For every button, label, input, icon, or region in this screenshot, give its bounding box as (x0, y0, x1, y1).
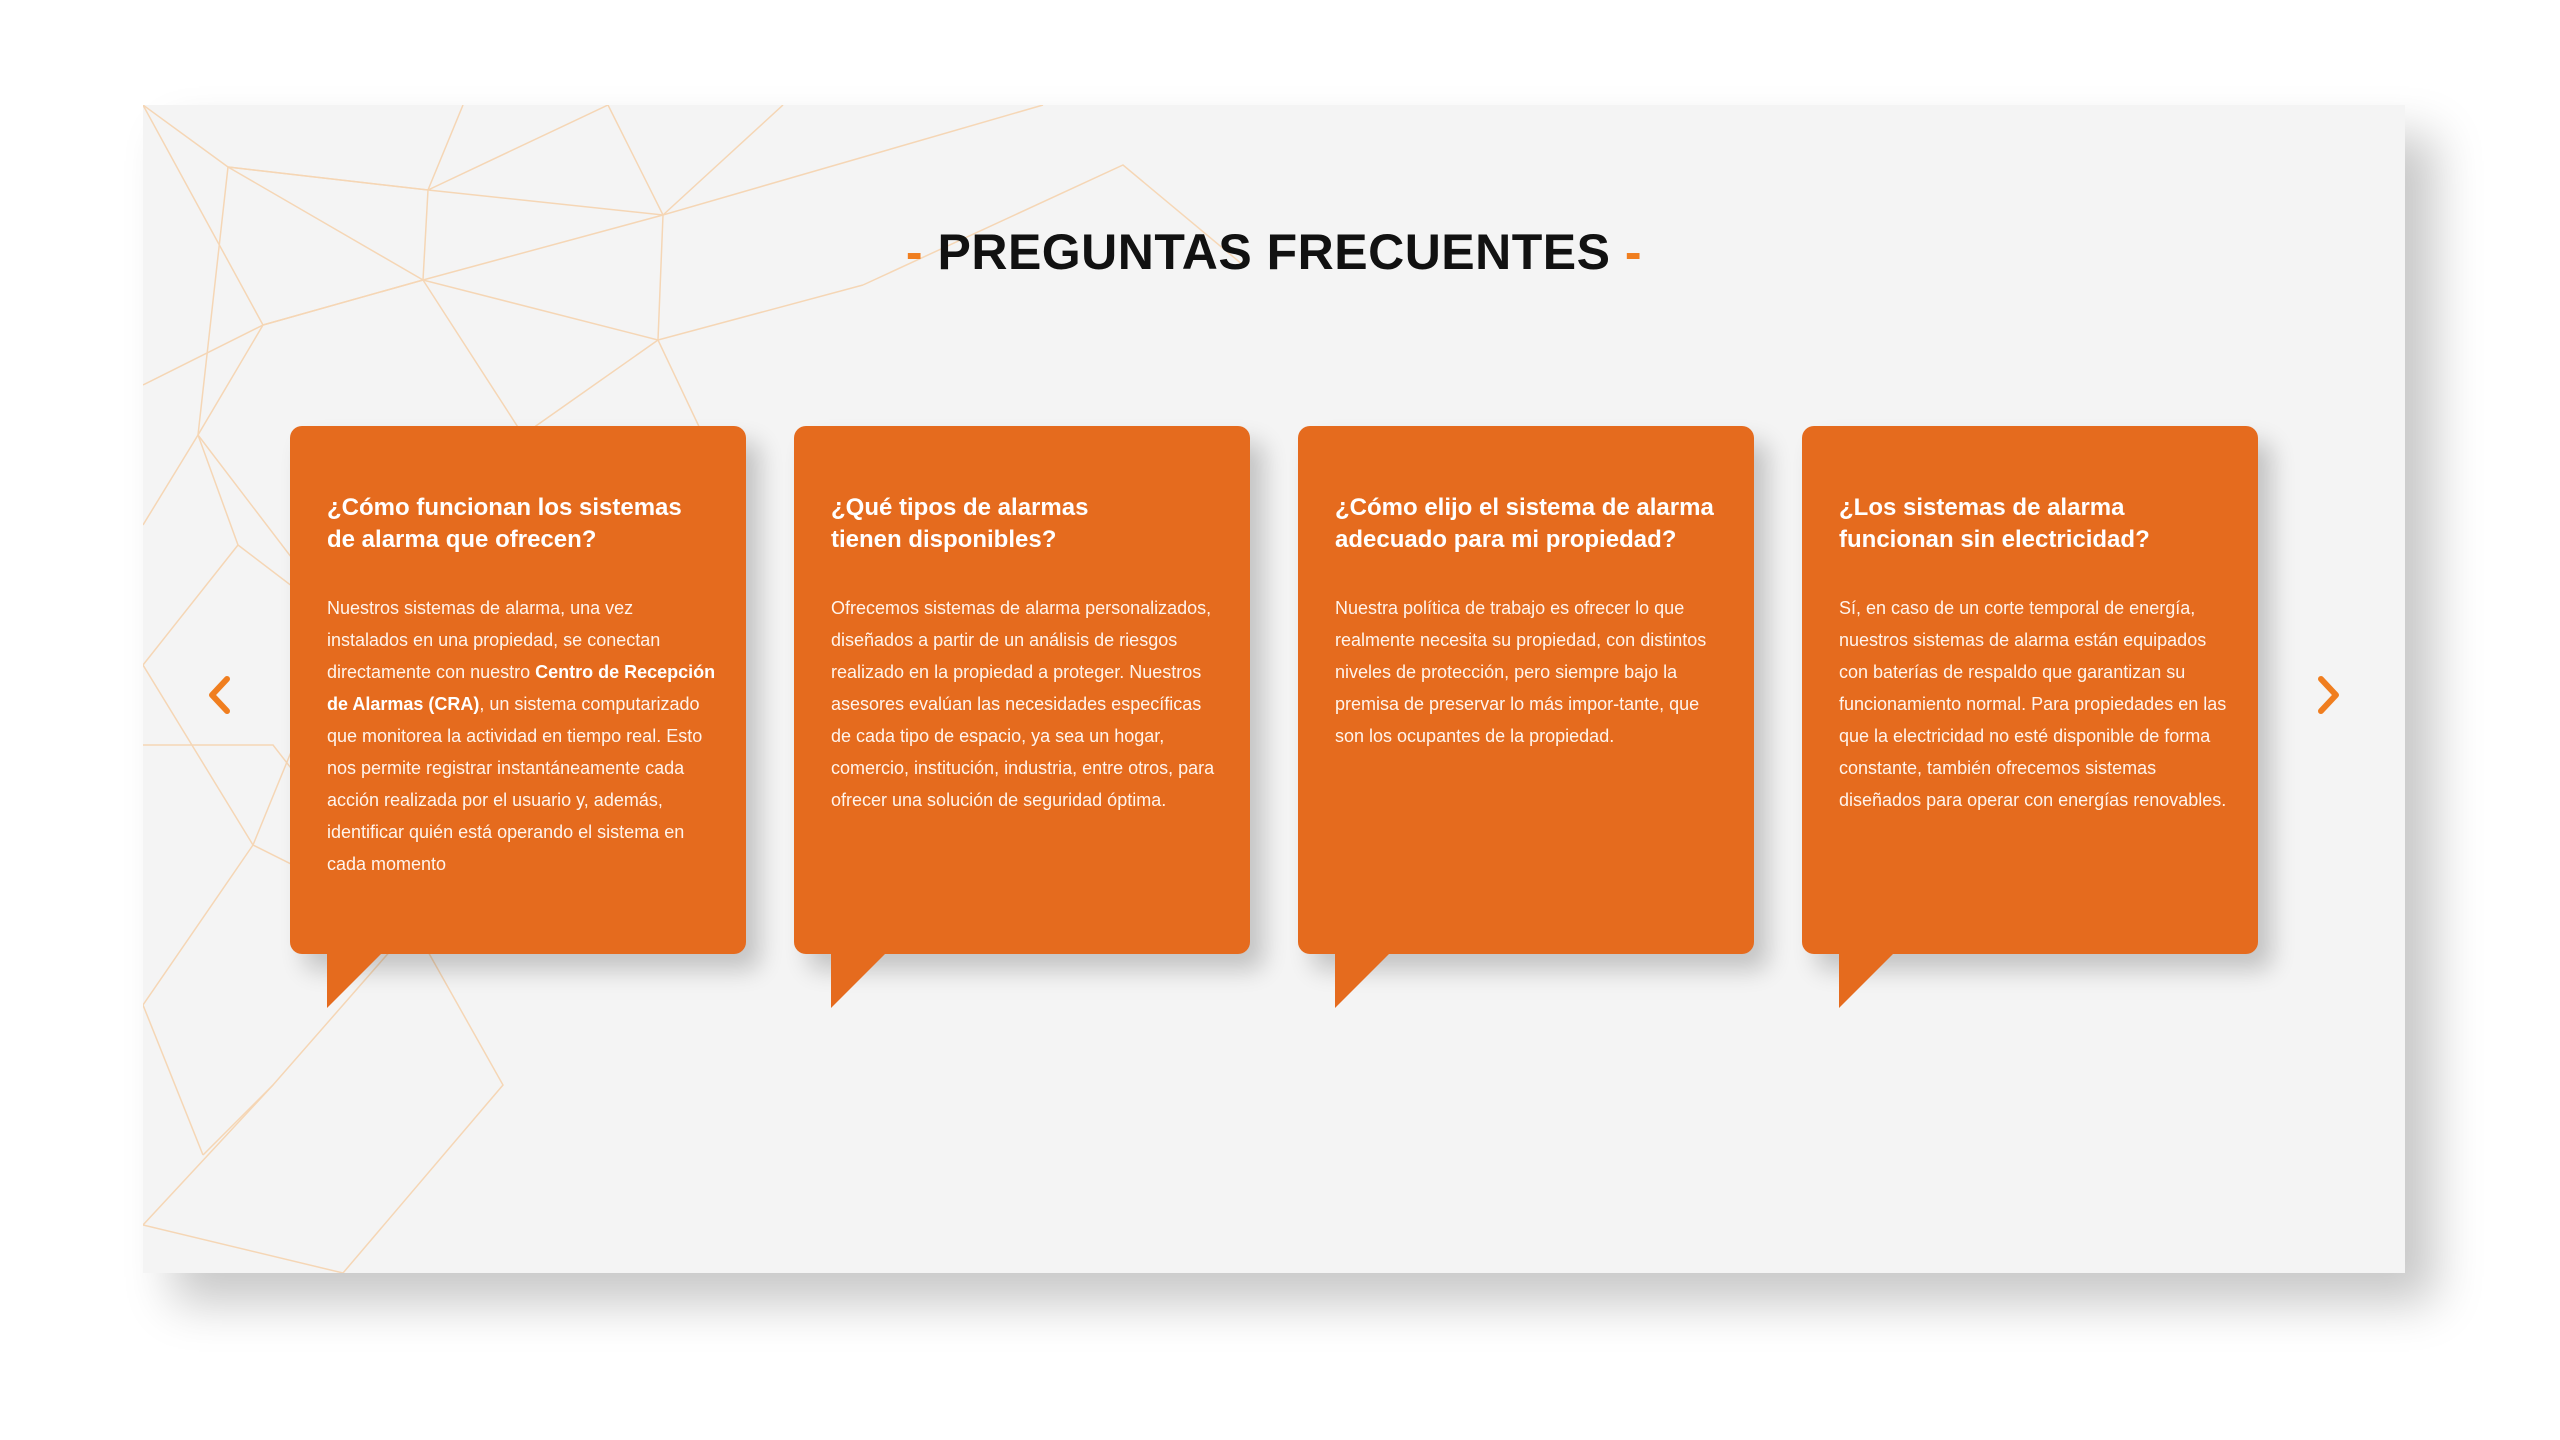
speech-bubble-tail (327, 952, 383, 1008)
faq-card (1802, 426, 2258, 954)
carousel-prev-button[interactable] (199, 665, 239, 725)
speech-bubble-tail (1335, 952, 1391, 1008)
section-title (143, 223, 2405, 281)
title-dash-left: - (905, 224, 924, 280)
title-dash-right: - (1624, 224, 1643, 280)
faq-card (794, 426, 1250, 954)
faq-answer: Nuestra política de trabajo es ofrecer lo que realmente necesita su propiedad, con distintos niveles de protección, pero siempre bajo la premisa de preservar lo más impor-tante, que son los ocupantes de la propiedad. (1335, 598, 1707, 746)
faq-card (290, 426, 746, 954)
speech-bubble-tail (831, 952, 887, 1008)
faq-answer: Ofrecemos sistemas de alarma personalizados, diseñados a partir de un análisis de riesgos realizado en la propiedad a proteger. Nuestros asesores evalúan las necesidades específicas de cada tipo de espacio, ya sea un hogar, comercio, institución, industria, entre otros, para ofrecer una solución de seguridad óptima. (831, 598, 1215, 810)
chevron-left-icon (205, 675, 233, 715)
faq-answer-highlight: Centro de Recepción de Alarmas (CRA) (327, 662, 716, 714)
carousel-next-button[interactable] (2309, 665, 2349, 725)
faq-answer: Nuestros sistemas de alarma, una vez instalados en una propiedad, se conectan directamente con nuestro Centro de Recepción de Alarmas (CRA), un sistema computarizado que monitorea la actividad en tiempo real. Esto nos permite registrar instantáneamente cada acción realizada por el usuario y, además, identificar quién está operando el sistema en cada momento (327, 598, 716, 874)
title-text: PREGUNTAS FRECUENTES (937, 224, 1611, 280)
faq-section (143, 105, 2405, 1273)
speech-bubble-tail (1839, 952, 1895, 1008)
faq-question: ¿Los sistemas de alarma funcionan sin electricidad? (1839, 494, 2150, 553)
faq-answer: Sí, en caso de un corte temporal de energía, nuestros sistemas de alarma están equipados con baterías de respaldo que garantizan su funcionamiento normal. Para propiedades en las que la electricidad no esté disponible de forma constante, también ofrecemos sistemas diseñados para operar con energías renovables. (1839, 598, 2227, 810)
faq-question: ¿Cómo funcionan los sistemas de alarma que ofrecen? (327, 494, 682, 553)
faq-card (1298, 426, 1754, 954)
faq-question: ¿Cómo elijo el sistema de alarma adecuado para mi propiedad? (1335, 494, 1714, 553)
chevron-right-icon (2315, 675, 2343, 715)
faq-question: ¿Qué tipos de alarmas tienen disponibles? (831, 494, 1089, 553)
